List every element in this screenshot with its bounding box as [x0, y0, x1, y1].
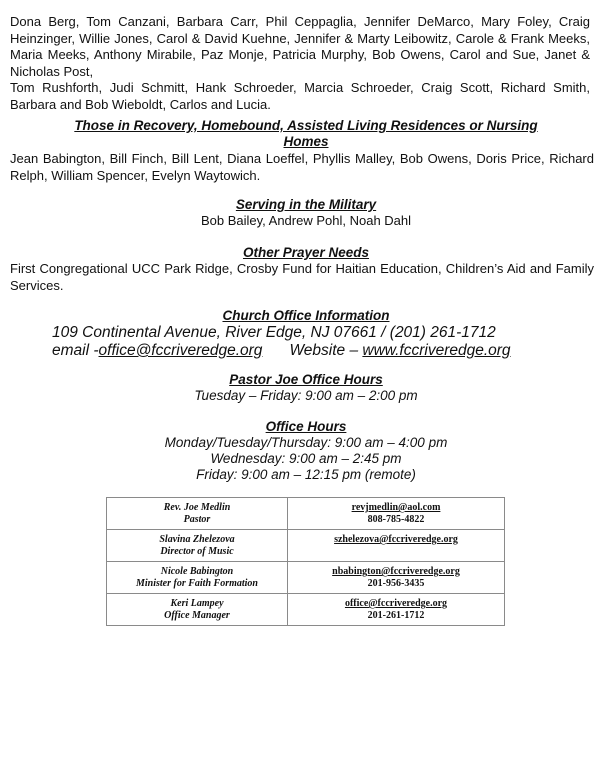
- prayer-names-list: [10, 14, 590, 114]
- other-needs-heading: Other Prayer Needs: [242, 245, 370, 260]
- pastor-hours-text: Tuesday – Friday: 9:00 am – 2:00 pm: [194, 388, 418, 403]
- staff-phone: 808-785-4822: [367, 513, 425, 525]
- staff-email-link[interactable]: szhelezova@fccriveredge.org: [334, 534, 458, 545]
- staff-contact-cell: [288, 562, 505, 594]
- website-link[interactable]: www.fccriveredge.org: [362, 342, 511, 359]
- staff-name: Nicole Babington: [160, 566, 234, 577]
- recovery-names: Jean Babington, Bill Finch, Bill Lent, Diana Loeffel, Phyllis Malley, Bob Owens, Doris Price, Richard Relph, William Spencer, Evelyn Waytowich.: [10, 151, 594, 183]
- recovery-heading-line-1: Those in Recovery, Homebound, Assisted Living Residences or Nursing: [74, 118, 538, 133]
- staff-email-link[interactable]: nbabington@fccriveredge.org: [332, 566, 460, 577]
- office-hours-heading: Office Hours: [265, 419, 347, 434]
- office-hours-line-3: Friday: 9:00 am – 12:15 pm (remote): [196, 467, 416, 482]
- staff-name: Keri Lampey: [170, 598, 224, 609]
- staff-phone: 201-956-3435: [367, 577, 425, 589]
- staff-name-cell: [107, 594, 288, 626]
- office-email-link[interactable]: office@fccriveredge.org: [98, 342, 263, 359]
- names-paragraph-1: Dona Berg, Tom Canzani, Barbara Carr, Phil Ceppaglia, Jennifer DeMarco, Mary Foley, Craig Heinzinger, Willie Jones, Carol & David Kuehne, Jennifer & Marty Leibowitz, Carole & Frank Meeks, Maria Meeks, Anthony Mirabile, Paz Monje, Patricia Murphy, Bob Owens, Carol and Sue, Janet & Nicholas Post,: [10, 14, 590, 79]
- names-paragraph-2: Tom Rushforth, Judi Schmitt, Hank Schroeder, Marcia Schroeder, Craig Scott, Richard Smith, Barbara and Bob Wieboldt, Carlos and Lucia.: [10, 80, 590, 112]
- table-row: [107, 498, 505, 530]
- staff-email-link[interactable]: office@fccriveredge.org: [344, 598, 448, 609]
- staff-role: Director of Music: [160, 545, 234, 557]
- staff-email-link[interactable]: revjmedlin@aol.com: [351, 502, 441, 513]
- staff-contact-cell: [288, 530, 505, 562]
- pastor-hours-heading: Pastor Joe Office Hours: [229, 372, 383, 387]
- church-address: 109 Continental Avenue, River Edge, NJ 07661 / (201) 261-1712: [52, 324, 496, 341]
- recovery-heading-line-2: Homes: [283, 134, 329, 149]
- staff-contact-table: [106, 497, 505, 626]
- staff-contact-cell: [288, 498, 505, 530]
- staff-name-cell: [107, 530, 288, 562]
- military-heading: Serving in the Military: [235, 197, 377, 212]
- staff-contact-cell: [288, 594, 505, 626]
- office-hours-line-2: Wednesday: 9:00 am – 2:45 pm: [210, 451, 402, 466]
- table-row: [107, 562, 505, 594]
- staff-role: Minister for Faith Formation: [136, 577, 258, 589]
- email-prefix: email -: [52, 342, 99, 359]
- staff-role: Office Manager: [164, 609, 230, 621]
- church-office-heading: Church Office Information: [222, 308, 390, 323]
- other-needs-text: First Congregational UCC Park Ridge, Crosby Fund for Haitian Education, Children’s Aid and Family Services.: [10, 261, 594, 293]
- staff-name-cell: [107, 562, 288, 594]
- staff-phone: 201-261-1712: [367, 609, 425, 621]
- staff-role: Pastor: [183, 513, 211, 525]
- office-hours-line-1: Monday/Tuesday/Thursday: 9:00 am – 4:00 pm: [164, 435, 448, 450]
- staff-name: Slavina Zhelezova: [159, 534, 235, 545]
- table-row: [107, 594, 505, 626]
- church-contact-line: [52, 342, 511, 360]
- table-row: [107, 530, 505, 562]
- staff-name-cell: [107, 498, 288, 530]
- website-prefix: Website –: [289, 342, 363, 359]
- staff-name: Rev. Joe Medlin: [163, 502, 231, 513]
- military-names: Bob Bailey, Andrew Pohl, Noah Dahl: [200, 213, 412, 228]
